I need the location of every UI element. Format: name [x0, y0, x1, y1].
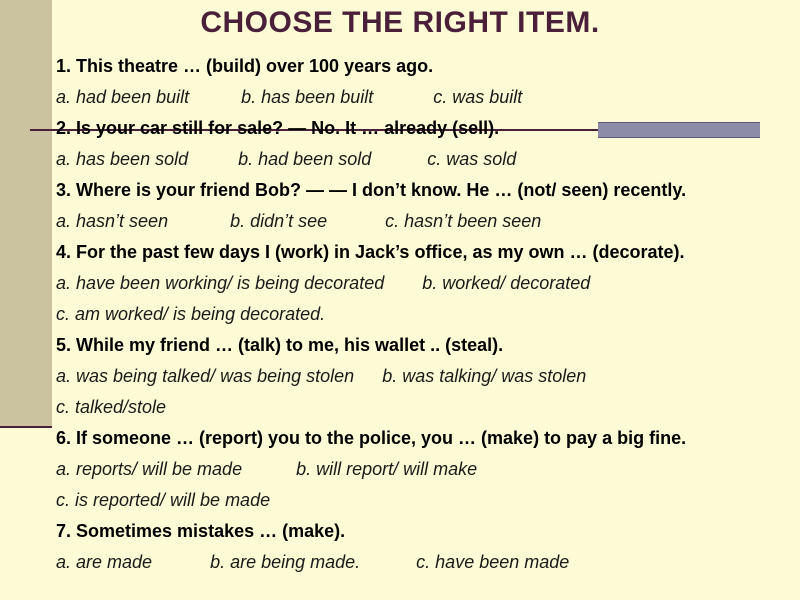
option-7c: c. have been made — [416, 552, 570, 572]
option-6a: a. reports/ will be made — [56, 459, 243, 479]
option-2a: a. has been sold — [56, 149, 189, 169]
option-3b: b. didn’t see — [230, 211, 328, 231]
decorative-grey-block — [598, 122, 760, 138]
options-1 — [56, 87, 522, 108]
options-7 — [56, 552, 569, 573]
option-5a: a. was being talked/ was being stolen — [56, 366, 355, 386]
question-1: 1. This theatre … (build) over 100 years ago. — [56, 56, 434, 76]
option-3a: a. hasn’t seen — [56, 211, 169, 231]
options-5 — [56, 366, 586, 387]
slide-title: CHOOSE THE RIGHT ITEM. — [200, 6, 600, 39]
options-3 — [56, 211, 541, 232]
question-2: 2. Is your car still for sale? — No. It … already (sell). — [56, 118, 500, 138]
option-6b: b. will report/ will make — [296, 459, 478, 479]
option-1c: c. was built — [433, 87, 523, 107]
option-3c: c. hasn’t been seen — [385, 211, 542, 231]
option-5b: b. was talking/ was stolen — [382, 366, 587, 386]
option-4b: b. worked/ decorated — [422, 273, 591, 293]
options-6 — [56, 459, 477, 480]
question-3: 3. Where is your friend Bob? — — I don’t know. He … (not/ seen) recently. — [56, 180, 687, 200]
option-7b: b. are being made. — [210, 552, 361, 572]
options-4c — [56, 304, 325, 325]
left-decorative-bar — [0, 0, 52, 426]
option-1a: a. had been built — [56, 87, 190, 107]
option-2c: c. was sold — [427, 149, 517, 169]
question-4: 4. For the past few days I (work) in Jack’s office, as my own … (decorate). — [56, 242, 685, 262]
option-7a: a. are made — [56, 552, 153, 572]
question-7: 7. Sometimes mistakes … (make). — [56, 521, 346, 541]
option-4c: c. am worked/ is being decorated. — [56, 304, 326, 324]
option-1b: b. has been built — [241, 87, 374, 107]
options-6c — [56, 490, 270, 511]
options-4 — [56, 273, 590, 294]
options-2 — [56, 149, 516, 170]
question-6: 6. If someone … (report) you to the police, you … (make) to pay a big fine. — [56, 428, 687, 448]
left-bar-underline — [0, 426, 52, 428]
option-5c: c. talked/stole — [56, 397, 167, 417]
option-6c: c. is reported/ will be made — [56, 490, 271, 510]
question-5: 5. While my friend … (talk) to me, his wallet .. (steal). — [56, 335, 504, 355]
option-2b: b. had been sold — [238, 149, 372, 169]
option-4a: a. have been working/ is being decorated — [56, 273, 385, 293]
options-5c — [56, 397, 166, 418]
